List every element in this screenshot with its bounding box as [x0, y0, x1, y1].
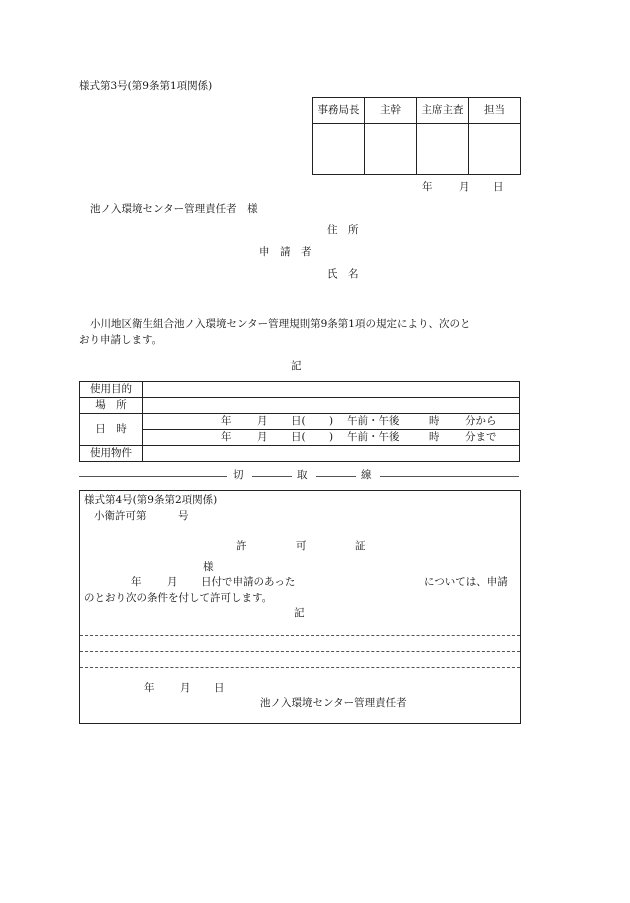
condition-line-1[interactable]: [80, 635, 520, 636]
permit-conditions-line: のとおり次の条件を付して許可します。: [84, 592, 273, 604]
approval-stamp-table: [312, 97, 521, 175]
condition-line-2[interactable]: [80, 651, 520, 652]
approval-seal-chief[interactable]: [365, 124, 417, 175]
form3-date-year: 年: [422, 181, 433, 193]
form3-date-month: 月: [459, 181, 470, 193]
form3-body-line1: 小川地区衛生組合池ノ入環境センター管理規則第9条第1項の規定により、次のと: [90, 318, 471, 330]
permit-issuer: 池ノ入環境センター管理責任者: [260, 697, 407, 709]
permit-about: については、申請: [424, 576, 508, 588]
permit-heading-char-2: 可: [296, 540, 307, 552]
cut-line-char-3: 線: [361, 469, 372, 481]
items-label: 使用物件: [80, 446, 143, 462]
approval-seal-director[interactable]: [313, 124, 365, 175]
applicant-address-label: 住 所: [327, 224, 359, 236]
datetime-label: 日 時: [80, 414, 143, 446]
approval-header-staff: 担当: [469, 98, 521, 124]
applicant-role-label: 申 請 者: [259, 246, 312, 258]
approval-header-director: 事務局長: [313, 98, 365, 124]
cut-line-segment: [79, 476, 227, 477]
approval-seal-staff[interactable]: [469, 124, 521, 175]
condition-line-3[interactable]: [80, 667, 520, 668]
form3-ki: 記: [291, 360, 302, 372]
permit-number-prefix: 小衛許可第: [94, 510, 147, 522]
applicant-name-label: 氏 名: [327, 268, 359, 280]
datetime-from-field[interactable]: [143, 414, 520, 430]
to-day: 日(: [291, 430, 306, 443]
to-minute: 分まで: [465, 430, 497, 443]
cut-line-char-2: 取: [297, 469, 308, 481]
permit-recipient-sama: 様: [203, 561, 214, 573]
from-weekday-close: ): [329, 414, 334, 427]
place-field[interactable]: [143, 398, 520, 414]
application-details-table: [79, 381, 520, 462]
form3-date-day: 日: [493, 181, 504, 193]
to-hour: 時: [429, 430, 440, 443]
permit-date-year: 年: [131, 576, 142, 588]
cut-line-segment: [252, 476, 292, 477]
approval-seal-senior[interactable]: [417, 124, 469, 175]
form3-body-line2: おり申請します。: [79, 334, 163, 346]
to-ampm: 午前・午後: [347, 430, 400, 443]
permit-form: [79, 490, 521, 724]
permit-heading-char-1: 許: [236, 540, 247, 552]
to-month: 月: [257, 430, 268, 443]
permit-number-suffix: 号: [178, 510, 189, 522]
place-label: 場 所: [80, 398, 143, 414]
permit-footer-day: 日: [214, 682, 225, 694]
from-hour: 時: [429, 414, 440, 427]
from-day: 日(: [291, 414, 306, 427]
from-minute: 分から: [465, 414, 497, 427]
to-weekday-close: ): [329, 430, 334, 443]
permit-ki: 記: [294, 607, 305, 619]
permit-heading-char-3: 証: [355, 540, 366, 552]
permit-footer-year: 年: [144, 682, 155, 694]
approval-header-senior: 主席主査: [417, 98, 469, 124]
permit-date-rest: 日付で申請のあった: [201, 576, 296, 588]
permit-footer-month: 月: [180, 682, 191, 694]
form4-title: 様式第4号(第9条第2項関係): [84, 494, 218, 506]
purpose-label: 使用目的: [80, 382, 143, 398]
from-month: 月: [257, 414, 268, 427]
cut-line-char-1: 切: [233, 469, 244, 481]
items-field[interactable]: [143, 446, 520, 462]
approval-header-chief: 主幹: [365, 98, 417, 124]
form3-title: 様式第3号(第9条第1項関係): [79, 80, 213, 92]
form3-addressee: 池ノ入環境センター管理責任者 様: [90, 203, 258, 215]
datetime-to-field[interactable]: [143, 430, 520, 446]
from-year: 年: [221, 414, 232, 427]
purpose-field[interactable]: [143, 382, 520, 398]
from-ampm: 午前・午後: [347, 414, 400, 427]
permit-date-month: 月: [167, 576, 178, 588]
cut-line-segment: [380, 476, 519, 477]
to-year: 年: [221, 430, 232, 443]
cut-line-segment: [316, 476, 356, 477]
